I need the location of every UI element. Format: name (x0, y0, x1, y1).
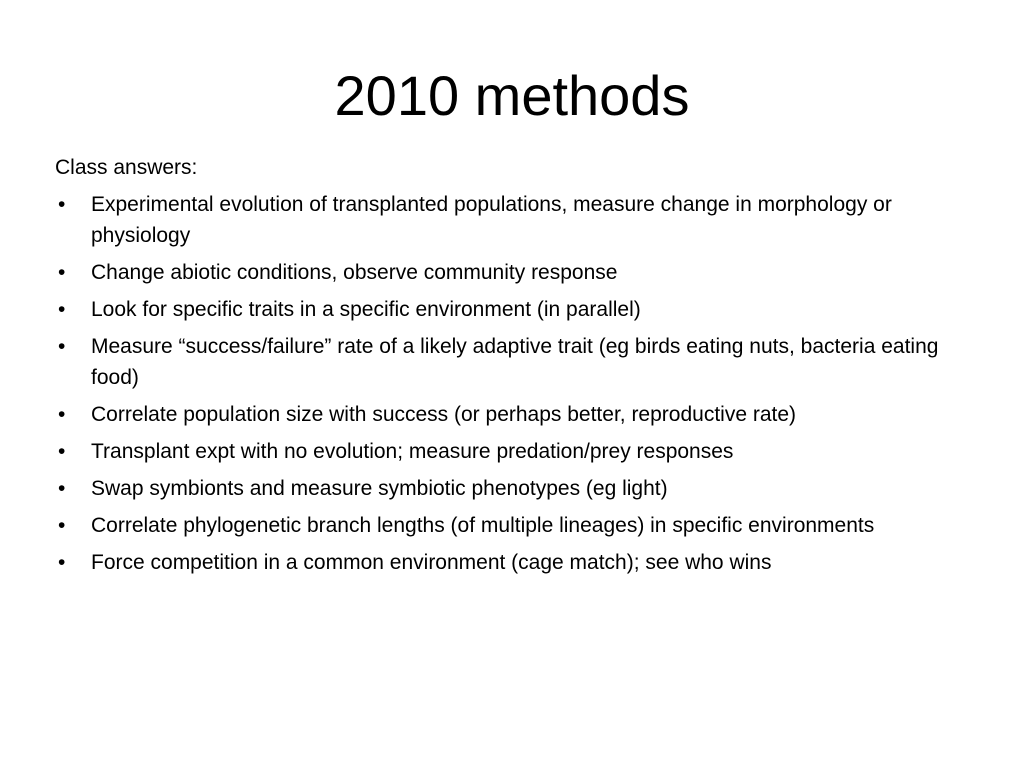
list-item (55, 331, 975, 393)
bullet-icon: • (58, 261, 66, 284)
bullet-icon: • (58, 551, 66, 574)
list-item (55, 189, 975, 251)
list-item-text: Measure “success/failure” rate of a likely adaptive trait (eg birds eating nuts, bacteria eating food) (91, 335, 939, 389)
list-item-text: Force competition in a common environment (cage match); see who wins (91, 551, 772, 574)
list-item (55, 436, 975, 467)
list-item-text: Swap symbionts and measure symbiotic phenotypes (eg light) (91, 477, 668, 500)
bullet-icon: • (58, 403, 66, 426)
list-item (55, 399, 975, 430)
list-item-text: Correlate phylogenetic branch lengths (of multiple lineages) in specific environments (91, 514, 875, 537)
list-item (55, 473, 975, 504)
bullet-list (55, 189, 975, 578)
list-item-text: Experimental evolution of transplanted populations, measure change in morphology or physiology (91, 193, 892, 247)
list-item-text: Transplant expt with no evolution; measure predation/prey responses (91, 440, 734, 463)
list-item-text: Look for specific traits in a specific environment (in parallel) (91, 298, 641, 321)
list-item (55, 257, 975, 288)
list-item (55, 294, 975, 325)
bullet-icon: • (58, 514, 66, 537)
bullet-icon: • (58, 335, 66, 358)
bullet-icon: • (58, 440, 66, 463)
bullet-icon: • (58, 298, 66, 321)
list-item-text: Change abiotic conditions, observe community response (91, 261, 618, 284)
list-item (55, 510, 975, 541)
slide-content (55, 152, 975, 584)
slide-title: 2010 methods (334, 64, 690, 127)
bullet-icon: • (58, 477, 66, 500)
list-item-text: Correlate population size with success (or perhaps better, reproductive rate) (91, 403, 797, 426)
list-item (55, 547, 975, 578)
bullet-icon: • (58, 193, 66, 216)
intro-text: Class answers: (55, 156, 198, 179)
